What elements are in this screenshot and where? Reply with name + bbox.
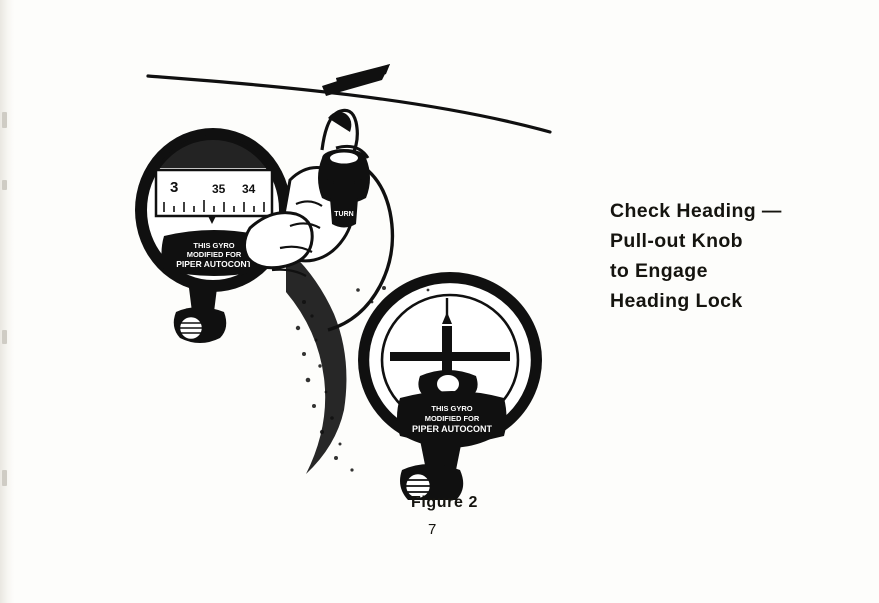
svg-text:MODIFIED FOR: MODIFIED FOR	[424, 414, 480, 423]
svg-text:MODIFIED FOR: MODIFIED FOR	[186, 250, 242, 259]
svg-text:THIS GYRO: THIS GYRO	[431, 404, 473, 413]
figure-caption: Figure 2	[411, 494, 479, 511]
caption-line-2: Pull-out Knob	[610, 230, 743, 252]
svg-text:PIPER AUTOCONT: PIPER AUTOCONT	[176, 259, 252, 269]
scan-edge-mark	[2, 470, 7, 486]
compass-number: 3	[170, 179, 179, 196]
bottom-instrument-placard	[397, 391, 507, 443]
scan-edge-mark	[2, 330, 7, 344]
compass-number: 35	[212, 182, 226, 196]
caption-line-1: Check Heading —	[610, 200, 782, 222]
scan-left-edge	[0, 0, 14, 603]
caption-line-4: Heading Lock	[610, 290, 743, 312]
caption-line-3: to Engage	[610, 260, 708, 282]
scan-edge-mark	[2, 112, 7, 128]
bottom-instrument	[358, 272, 542, 500]
scan-edge-mark	[2, 180, 7, 190]
knob-label: TURN	[334, 211, 354, 218]
svg-text:THIS GYRO: THIS GYRO	[193, 241, 235, 250]
figure-illustration	[90, 40, 610, 500]
page-number: 7	[428, 521, 437, 538]
instruction-caption	[610, 196, 860, 316]
svg-text:PIPER AUTOCONT: PIPER AUTOCONT	[411, 424, 493, 434]
compass-number: 34	[242, 182, 256, 196]
